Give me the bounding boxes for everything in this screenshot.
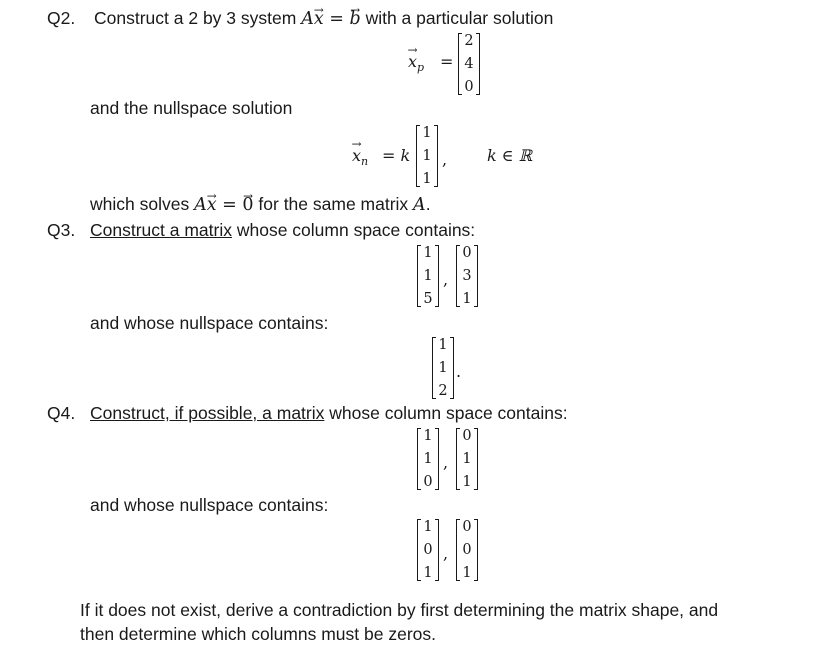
q2-xn-comma: , <box>442 150 448 169</box>
q4-col-entry: 0 <box>423 474 433 490</box>
q3-null-period: . <box>456 362 462 381</box>
q2-number: Q2. <box>47 8 76 28</box>
q3-col-entry: 1 <box>423 268 433 284</box>
q3-col-entry: 5 <box>423 291 433 307</box>
q4-col-comma: , <box>443 453 449 472</box>
q2-xp-symbol: → x <box>408 52 417 71</box>
q2-xn-eq: = k <box>382 146 411 165</box>
q3-col-entry: 1 <box>462 291 472 307</box>
q4-statement <box>90 402 568 424</box>
q3-col-vector-2 <box>456 246 478 306</box>
q2-xp-entry: 2 <box>464 33 474 49</box>
q2-intro-tail: with a particular solution <box>365 8 554 28</box>
q2-xp-equals: = <box>440 52 454 71</box>
q4-null-text: and whose nullspace contains: <box>90 495 329 515</box>
q2-system-b: → b <box>350 8 361 30</box>
q3-col-entry: 0 <box>462 245 472 261</box>
q2-xn-symbol: → x <box>352 146 361 165</box>
q2-intro: Construct a 2 by 3 system <box>94 8 297 28</box>
q2-closing-matrix: A <box>413 195 426 215</box>
q4-null-entry: 0 <box>423 542 433 558</box>
q4-null-entry: 0 <box>462 519 472 535</box>
q4-null-entry: 1 <box>423 519 433 535</box>
q3-statement <box>90 219 475 241</box>
q4-footer-line-2: then determine which columns must be zeros. <box>80 624 436 644</box>
q2-closing-x: → x <box>207 194 217 216</box>
q2-k-domain: k ∈ ℝ <box>487 146 533 165</box>
q2-closing-zero: → 0 <box>242 194 253 216</box>
q2-system-a: A <box>301 9 314 29</box>
q3-null-text: and whose nullspace contains: <box>90 313 329 333</box>
q3-rest: whose column space contains: <box>231 220 476 240</box>
q2-closing-eq: = <box>216 195 243 215</box>
q4-col-entry: 0 <box>462 428 472 444</box>
q4-link[interactable]: Construct, if possible, a matrix <box>90 403 325 423</box>
q2-xn-entry: 1 <box>422 125 432 141</box>
q2-xn-vector <box>416 126 438 186</box>
q4-col-vector-2 <box>456 429 478 489</box>
q4-null-entry: 1 <box>462 565 472 581</box>
q2-statement <box>94 7 553 30</box>
q4-col-vector-1 <box>417 429 439 489</box>
q4-number: Q4. <box>47 403 76 423</box>
q4-null-comma: , <box>443 544 449 563</box>
q2-xp-entry: 0 <box>464 79 474 95</box>
q2-xn-entry: 1 <box>422 171 432 187</box>
q2-closing-mid: for the same matrix <box>253 194 414 214</box>
q3-col-entry: 1 <box>423 245 433 261</box>
q4-col-entry: 1 <box>462 451 472 467</box>
q4-null-vector-2 <box>456 520 478 580</box>
q3-col-vector-1 <box>417 246 439 306</box>
q2-closing <box>90 193 431 216</box>
q3-link[interactable]: Construct a matrix <box>90 220 232 240</box>
q2-system-x: → x <box>314 8 324 30</box>
q4-col-entry: 1 <box>423 428 433 444</box>
q2-closing-a: A <box>194 195 207 215</box>
q2-xn-entry: 1 <box>422 148 432 164</box>
q2-xn-sub: n <box>361 155 369 169</box>
q3-null-entry: 1 <box>438 337 448 353</box>
q4-col-entry: 1 <box>462 474 472 490</box>
q4-rest: whose column space contains: <box>324 403 568 423</box>
q2-nullspace-text: and the nullspace solution <box>90 98 293 118</box>
q2-closing-pre: which solves <box>90 194 190 214</box>
q3-null-entry: 1 <box>438 360 448 376</box>
q2-xn-label <box>352 146 368 168</box>
q2-system-eq: = <box>323 9 350 29</box>
q4-null-entry: 1 <box>423 565 433 581</box>
q2-xp-entry: 4 <box>464 56 474 72</box>
q2-closing-dot: . <box>425 194 431 214</box>
q3-col-comma: , <box>443 270 449 289</box>
q4-footer-line-1: If it does not exist, derive a contradiction by first determining the matrix shape, and <box>80 600 719 620</box>
q4-null-vector-1 <box>417 520 439 580</box>
q4-col-entry: 1 <box>423 451 433 467</box>
q2-xp-sub: p <box>417 61 425 75</box>
q3-number: Q3. <box>47 220 76 240</box>
q4-null-entry: 0 <box>462 542 472 558</box>
q2-xp-label <box>408 52 424 74</box>
q3-col-entry: 3 <box>462 268 472 284</box>
q2-xp-vector <box>458 34 480 94</box>
q3-null-entry: 2 <box>438 383 448 399</box>
q3-null-vector <box>432 338 454 398</box>
